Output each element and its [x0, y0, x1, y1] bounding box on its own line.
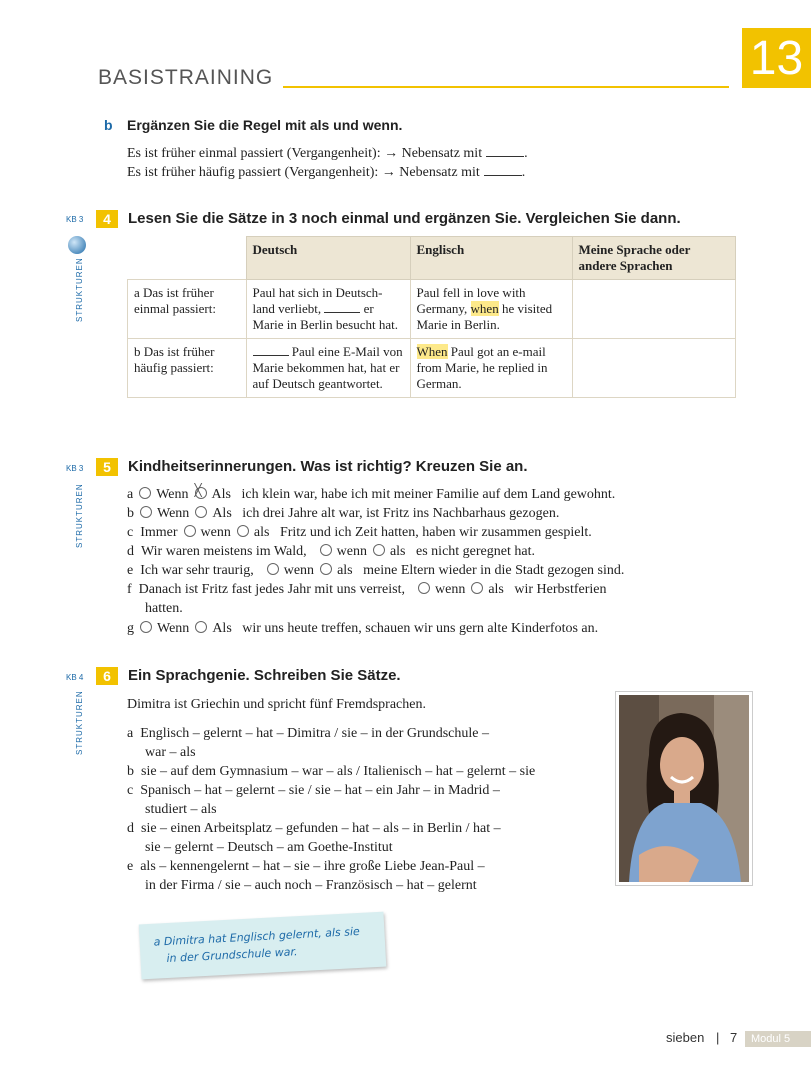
sentence-text: Danach ist Fritz fast jedes Jahr mit uns verreist, [138, 582, 405, 597]
strukturen-label: STRUKTUREN [75, 690, 84, 755]
row-b-deutsch-text: Paul eine E-Mail von Marie bekommen hat, hat er auf Deutsch geantwortet. [252, 344, 403, 391]
item-letter: a [127, 726, 134, 741]
option-label: als [337, 563, 353, 578]
sentence-text: es nicht geregnet hat. [416, 544, 535, 559]
option-label: als [488, 582, 504, 597]
list-item [127, 821, 501, 837]
task-number-5: 5 [96, 458, 118, 476]
radio-als[interactable] [195, 506, 207, 518]
radio-wenn[interactable] [418, 582, 430, 594]
row-b-own-language[interactable] [572, 339, 735, 398]
radio-als[interactable] [237, 525, 249, 537]
radio-als[interactable] [471, 582, 483, 594]
row-a-englisch-part2: he visited Marie in Berlin. [416, 301, 553, 332]
list-item [127, 783, 500, 799]
sentence-text: meine Eltern wieder in die Stadt gezogen sind. [363, 563, 625, 578]
task-6-title: Ein Sprachgenie. Schreiben Sie Sätze. [128, 667, 401, 684]
radio-wenn[interactable] [320, 544, 332, 556]
item-letter: g [127, 621, 134, 636]
item-line-1: sie – auf dem Gymnasium – war – als / Italienisch – hat – gelernt – sie [141, 764, 536, 779]
option-label: Wenn [157, 506, 190, 521]
radio-wenn[interactable] [267, 563, 279, 575]
option-label: Wenn [156, 487, 189, 502]
radio-als[interactable] [195, 621, 207, 633]
item-letter: d [127, 821, 134, 836]
item-letter: a [127, 487, 134, 502]
note-text [153, 923, 361, 968]
row-a-own-language[interactable] [572, 280, 735, 339]
chapter-badge: 13 [742, 28, 811, 88]
table-header-empty [128, 237, 247, 280]
item-letter: d [127, 544, 134, 559]
option-label: wenn [435, 582, 466, 597]
table-header-englisch: Englisch [410, 237, 572, 280]
sentence-continuation: hatten. [145, 601, 183, 616]
row-b-label: b Das ist früher häufig passiert: [128, 339, 247, 398]
row-a-blank[interactable] [324, 301, 360, 313]
row-a-highlight: when [470, 301, 499, 316]
row-a-deutsch-part1: Paul hat sich in Deutsch-land verliebt, [252, 285, 383, 316]
row-a-deutsch [246, 280, 410, 339]
list-item [127, 621, 598, 637]
sentence-text: wir Herbstferien [514, 582, 607, 597]
globe-icon [68, 236, 86, 254]
list-item [127, 563, 624, 579]
option-label: Als [212, 621, 232, 636]
footer-modul-tag: Modul 5 [745, 1031, 811, 1047]
task-6-intro: Dimitra ist Griechin und spricht fünf Fremdsprachen. [127, 697, 426, 712]
radio-als[interactable] [373, 544, 385, 556]
option-label: als [253, 525, 270, 540]
table-row [128, 339, 736, 398]
item-line-2: in der Firma / sie – auch noch – Französisch – hat – gelernt [145, 878, 477, 893]
radio-als-checked[interactable] [195, 487, 207, 499]
task-number-4: 4 [96, 210, 118, 228]
option-label: Wenn [157, 621, 190, 636]
kb-reference: KB 4 [66, 673, 84, 682]
part-b-instruction: Ergänzen Sie die Regel mit als und wenn. [127, 117, 403, 133]
sentence-text: ich klein war, habe ich mit meiner Familie auf dem Land gewohnt. [241, 487, 616, 502]
sentence-text: ich drei Jahre alt war, ist Fritz ins Nachbarhaus gezogen. [242, 506, 560, 521]
sentence-text: Wir waren meistens im Wald, [141, 544, 307, 559]
kb-reference: KB 3 [66, 215, 84, 224]
option-label: wenn [200, 525, 231, 540]
table-row [128, 280, 736, 339]
item-line-1: sie – einen Arbeitsplatz – gefunden – hat – als – in Berlin / hat – [141, 821, 501, 836]
row-b-englisch-text: Paul got an e-mail from Marie, he replied in German. [416, 344, 548, 391]
strukturen-label: STRUKTUREN [75, 483, 84, 548]
note-line-1: a Dimitra hat Englisch gelernt, als sie [153, 924, 361, 949]
sentence-text: wir uns heute treffen, schauen wir uns gern alte Kinderfotos an. [242, 621, 599, 636]
strukturen-label: STRUKTUREN [75, 257, 84, 322]
footer-page-number: 7 [730, 1030, 738, 1045]
radio-wenn[interactable] [140, 506, 152, 518]
header-rule [283, 86, 729, 88]
row-a-label: a Das ist früher einmal passiert: [128, 280, 247, 339]
rule-line-2: Es ist früher häufig passiert (Vergangenheit): → Nebensatz mit . [127, 165, 526, 180]
list-item [127, 582, 607, 598]
rule-2-text: Es ist früher häufig passiert (Vergangenheit): → Nebensatz mit [127, 165, 480, 180]
list-item [127, 764, 535, 780]
list-item [127, 525, 592, 541]
portrait-photo [616, 692, 752, 885]
kb-reference: KB 3 [66, 464, 84, 473]
item-letter: b [127, 506, 134, 521]
item-letter: b [127, 764, 134, 779]
row-b-englisch [410, 339, 572, 398]
item-line-1: als – kennengelernt – hat – sie – ihre große Liebe Jean-Paul – [140, 859, 485, 874]
row-b-deutsch [246, 339, 410, 398]
list-item [127, 544, 535, 560]
option-label: als [389, 544, 406, 559]
table-header-meine-sprache: Meine Sprache oder andere Sprachen [572, 237, 735, 280]
option-label: Als [211, 487, 231, 502]
sentence-text: Fritz und ich Zeit hatten, haben wir zusammen gespielt. [279, 525, 592, 540]
item-letter: c [127, 783, 134, 798]
item-line-2: studiert – als [145, 802, 217, 817]
item-letter: e [127, 563, 134, 578]
example-answer-note [139, 912, 387, 980]
list-item [127, 859, 485, 875]
task-number-6: 6 [96, 667, 118, 685]
footer-page-word: sieben [666, 1030, 705, 1045]
rule-2-blank[interactable] [484, 164, 522, 176]
option-label: wenn [283, 563, 315, 578]
sentence-text: Ich war sehr traurig, [140, 563, 254, 578]
row-b-highlight: When [416, 344, 448, 359]
item-letter: c [127, 525, 134, 540]
option-label: Als [212, 506, 232, 521]
radio-wenn[interactable] [184, 525, 196, 537]
list-item [127, 506, 559, 522]
portrait-illustration [619, 695, 749, 882]
rule-1-blank[interactable] [486, 145, 524, 157]
table-header-deutsch: Deutsch [246, 237, 410, 280]
row-a-englisch [410, 280, 572, 339]
radio-als[interactable] [320, 563, 332, 575]
list-item [127, 487, 615, 503]
section-title: BASISTRAINING [98, 66, 274, 89]
radio-wenn[interactable] [139, 487, 151, 499]
task-5-title: Kindheitserinnerungen. Was ist richtig? Kreuzen Sie an. [128, 458, 528, 475]
rule-1-text: Es ist früher einmal passiert (Vergangenheit): → Nebensatz mit [127, 146, 483, 161]
rule-line-1: Es ist früher einmal passiert (Vergangenheit): → Nebensatz mit . [127, 146, 528, 161]
item-line-2: war – als [145, 745, 196, 760]
item-line-1: Englisch – gelernt – hat – Dimitra / sie – in der Grundschule – [140, 726, 489, 741]
part-b-letter: b [104, 117, 113, 133]
task-4-title: Lesen Sie die Sätze in 3 noch einmal und ergänzen Sie. Vergleichen Sie dann. [128, 210, 681, 227]
note-line-2: in der Grundschule war. [166, 945, 298, 966]
radio-wenn[interactable] [140, 621, 152, 633]
item-letter: e [127, 859, 134, 874]
list-item [127, 726, 489, 742]
comparison-table [127, 236, 736, 398]
row-a-englisch-part1: Paul fell in love with Germany, [416, 285, 526, 316]
row-b-blank[interactable] [253, 344, 289, 356]
table-header-row [128, 237, 736, 280]
sentence-text: Immer [140, 525, 178, 540]
footer-separator: | [716, 1030, 720, 1045]
item-line-2: sie – gelernt – Deutsch – am Goethe-Institut [145, 840, 393, 855]
option-label: wenn [336, 544, 367, 559]
item-line-1: Spanisch – hat – gelernt – sie / sie – hat – ein Jahr – in Madrid – [140, 783, 500, 798]
item-letter: f [127, 582, 132, 597]
row-a-deutsch-part2: er Marie in Berlin besucht hat. [252, 301, 398, 332]
